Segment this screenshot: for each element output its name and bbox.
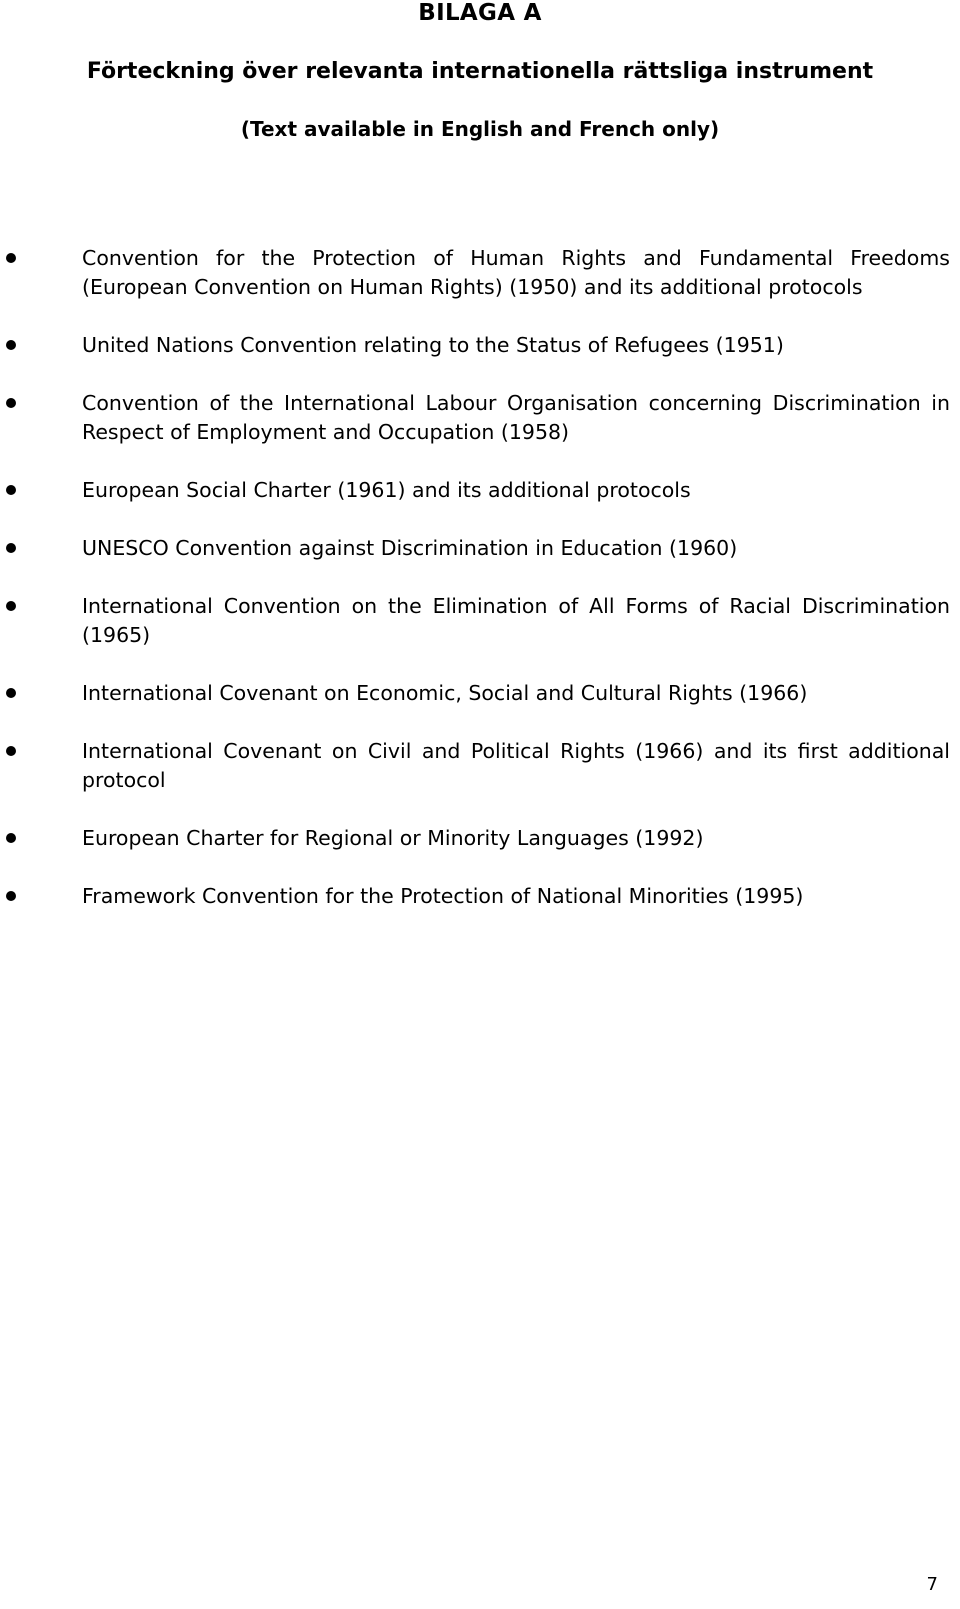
bullet-icon bbox=[6, 746, 16, 756]
list-item-text: Framework Convention for the Protection of National Minorities (1995) bbox=[82, 884, 804, 908]
list-item-text: UNESCO Convention against Discrimination in Education (1960) bbox=[82, 536, 738, 560]
list-item-text: Convention of the International Labour Organisation concerning Discrimination in Respect of Employment and Occupation (1958) bbox=[82, 391, 950, 444]
list-item bbox=[0, 824, 960, 853]
bullet-icon bbox=[6, 833, 16, 843]
bullet-icon bbox=[6, 340, 16, 350]
list-item-text: International Covenant on Economic, Social and Cultural Rights (1966) bbox=[82, 681, 808, 705]
list-item-text: International Covenant on Civil and Political Rights (1966) and its first additional protocol bbox=[82, 739, 950, 792]
list-item bbox=[0, 476, 960, 505]
page-number: 7 bbox=[926, 1574, 938, 1595]
list-item bbox=[0, 244, 960, 302]
bullet-icon bbox=[6, 253, 16, 263]
list-item bbox=[0, 592, 960, 650]
list-item bbox=[0, 679, 960, 708]
bullet-icon bbox=[6, 601, 16, 611]
document-subtitle: (Text available in English and French only) bbox=[240, 117, 720, 141]
list-item bbox=[0, 534, 960, 563]
bullet-icon bbox=[6, 543, 16, 553]
bullet-icon bbox=[6, 398, 16, 408]
list-item-text: Convention for the Protection of Human Rights and Fundamental Freedoms (European Convention on Human Rights) (1950) and its additional protocols bbox=[82, 246, 950, 299]
list-item bbox=[0, 882, 960, 911]
list-item-text: United Nations Convention relating to the Status of Refugees (1951) bbox=[82, 333, 784, 357]
bullet-icon bbox=[6, 688, 16, 698]
list-item-text: European Social Charter (1961) and its additional protocols bbox=[82, 478, 691, 502]
document-title: Förteckning över relevanta internationella rättsliga instrument bbox=[86, 59, 874, 84]
list-item bbox=[0, 389, 960, 447]
list-item bbox=[0, 331, 960, 360]
bullet-icon bbox=[6, 891, 16, 901]
list-item-text: European Charter for Regional or Minority Languages (1992) bbox=[82, 826, 704, 850]
annex-title: BILAGA A bbox=[418, 0, 542, 26]
list-item bbox=[0, 737, 960, 795]
instrument-list bbox=[0, 244, 960, 940]
list-item-text: International Convention on the Elimination of All Forms of Racial Discrimination (1965) bbox=[82, 594, 950, 647]
bullet-icon bbox=[6, 485, 16, 495]
